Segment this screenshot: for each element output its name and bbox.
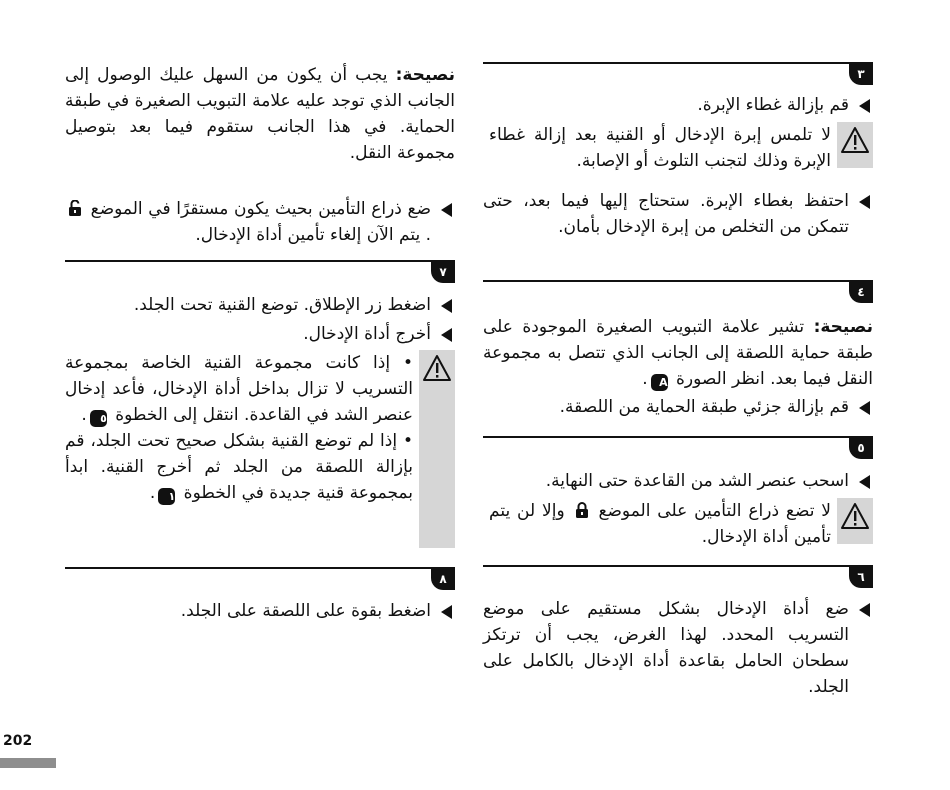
warning-icon [837,122,873,168]
bullet-arrow-icon [441,299,452,313]
step-4-bullet-1: قم بإزالة جزئي طبقة الحماية من اللصقة. [483,394,873,420]
warning-icon [837,498,873,544]
step-5-bullet-1: اسحب عنصر الشد من القاعدة حتى النهاية. [483,468,873,494]
step-7-bullet-1: اضغط زر الإطلاق. توضع القنية تحت الجلد. [65,292,455,318]
step-5-warning: لا تضع ذراع التأمين على الموضع وإلا لن يتم تأمين أداة الإدخال. [483,498,873,550]
step-3-bullet-1: قم بإزالة غطاء الإبرة. [483,92,873,118]
bullet-arrow-icon [859,195,870,209]
right-column [483,0,873,790]
figure-a-ref: A [651,374,668,391]
step-7-warning-item-2: • إذا لم توضع القنية بشكل صحيح تحت الجلد، قم بإزالة اللصقة من الجلد ثم أخرج القنية. ابدأ بمجموعة قنية جديدة في الخطوة ١. [65,431,413,503]
left-column [65,0,455,790]
bullet-arrow-icon [441,605,452,619]
step-3-warning: لا تلمس إبرة الإدخال أو القنية بعد إزالة غطاء الإبرة وذلك لتجنب التلوث أو الإصابة. [483,122,873,174]
bullet-arrow-icon [859,401,870,415]
step-6-rule [483,565,873,567]
step-3-badge: ٣ [849,63,873,85]
step-5-ref: ٥ [90,410,107,427]
step-7-warning-item-1: • إذا كانت مجموعة القنية الخاصة بمجموعة التسريب لا تزال بداخل أداة الإدخال، فأعد إدخال عنصر الشد في القاعدة. انتقل إلى الخطوة ٥. [65,353,413,425]
bullet-arrow-icon [859,99,870,113]
step-1-ref: ١ [158,488,175,505]
bullet-arrow-icon [441,328,452,342]
step-3-bullet-2: احتفظ بغطاء الإبرة. ستحتاج إليها فيما بعد، حتى تتمكن من التخلص من إبرة الإدخال بأمان. [483,188,873,240]
step-7-rule [65,260,455,262]
step-6-badge: ٦ [849,566,873,588]
step-8-rule [65,567,455,569]
lock-icon [575,502,589,518]
step-7-warning [65,350,455,506]
bullet-arrow-icon [859,475,870,489]
step-7-badge: ٧ [431,261,455,283]
step-3-rule [483,62,873,64]
warning-icon [419,350,455,548]
page-number: 202 [3,733,33,749]
step-4-tip: نصيحة: تشير علامة التبويب الصغيرة الموجودة على طبقة حماية اللصقة إلى الجانب الذي تتصل به مجموعة النقل فيما بعد. انظر الصورة A. [483,317,873,389]
step-8-bullet-1: اضغط بقوة على اللصقة على الجلد. [65,598,455,624]
step-5-rule [483,436,873,438]
step-4-badge: ٤ [849,281,873,303]
step-7-bullet-2: أخرج أداة الإدخال. [65,321,455,347]
page-number-bar [0,758,56,768]
step-5-badge: ٥ [849,437,873,459]
step-8-badge: ٨ [431,568,455,590]
left-tip: نصيحة: يجب أن يكون من السهل عليك الوصول إلى الجانب الذي توجد عليه علامة التبويب الصغيرة في طبقة الحماية. في هذا الجانب ستقوم فيما بعد بتوصيل مجموعة النقل. [65,65,456,163]
bullet-arrow-icon [859,603,870,617]
bullet-arrow-icon [441,203,452,217]
lock-lever-bullet: ضع ذراع التأمين بحيث يكون مستقرًا في الموضع . يتم الآن إلغاء تأمين أداة الإدخال. [65,196,455,248]
unlock-icon [68,200,82,216]
step-4-rule [483,280,873,282]
step-6-bullet-1: ضع أداة الإدخال بشكل مستقيم على موضع التسريب المحدد. لهذا الغرض، يجب أن ترتكز سطحان الحامل بقاعدة أداة الإدخال بالكامل على الجلد. [483,596,873,700]
